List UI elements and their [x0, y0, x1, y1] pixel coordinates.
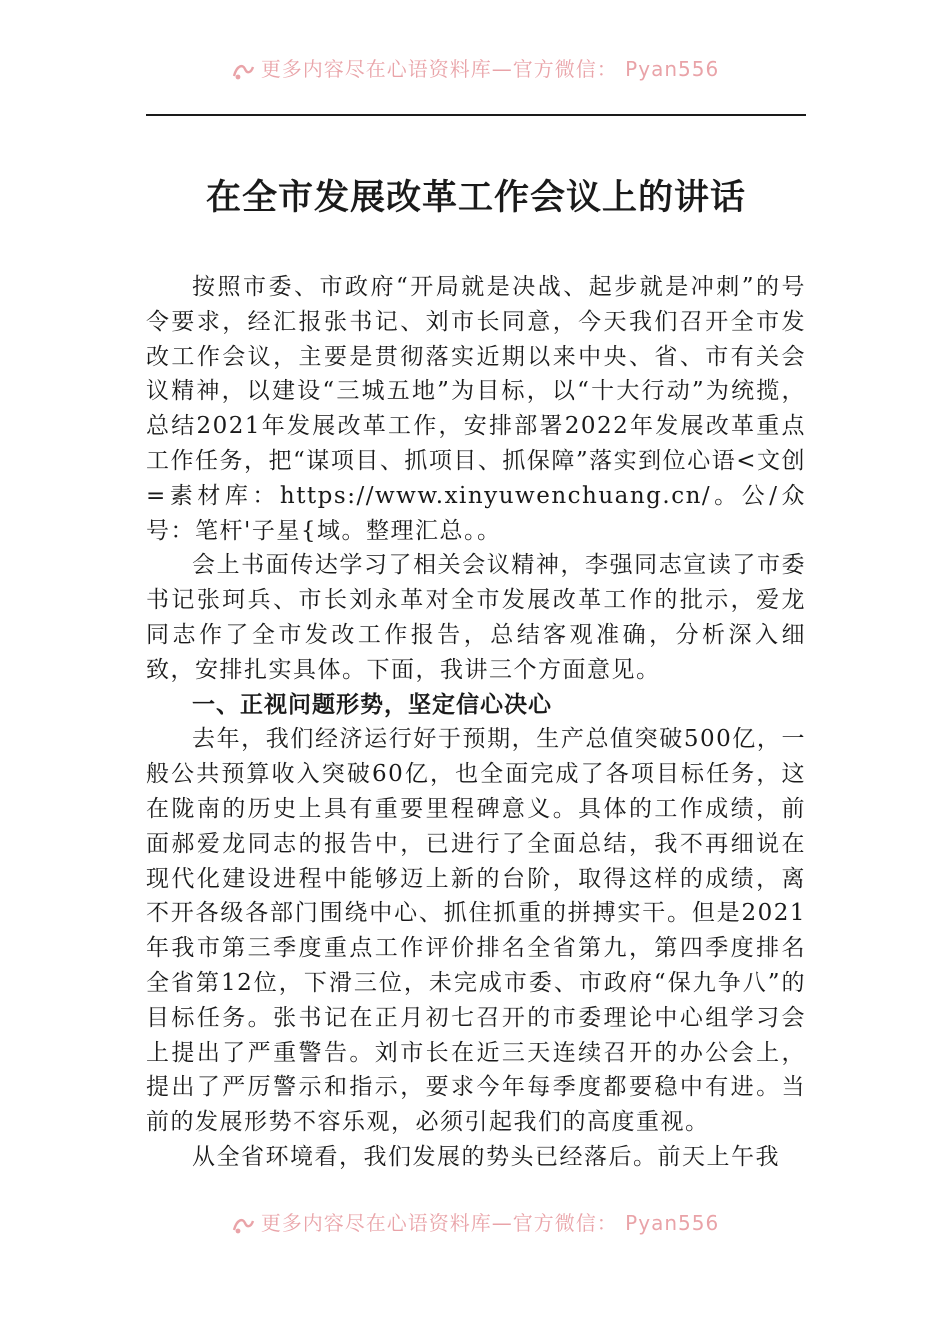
watermark-logo-icon — [231, 1215, 255, 1235]
watermark-text: 更多内容尽在心语资料库—官方微信： Pyan556 — [260, 57, 720, 81]
section-heading: 一、正视问题形势，坚定信心决心 — [192, 691, 552, 718]
section-paragraph: 从全省环境看，我们发展的势头已经落后。前天上午我 — [192, 1143, 780, 1170]
header-divider — [146, 114, 806, 116]
watermark-logo-icon — [231, 61, 255, 81]
document-body — [146, 270, 806, 1175]
section-paragraph: 去年，我们经济运行好于预期，生产总值突破500亿，一般公共预算收入突破60亿，也全面完成了各项目标任务，这在陇南的历史上具有重要里程碑意义。具体的工作成绩，前面郝爱龙同志的报告中，已进行了全面总结，我不再细说在现代化建设进程中能够迈上新的台阶，取得这样的成绩，离不开各级各部门围绕中心、抓住抓重的拼搏实干。但是2021年我市第三季度重点工作评价排名全省第九，第四季度排名全省第12位，下滑三位，未完成市委、市政府“保九争八”的目标任务。张书记在正月初七召开的市委理论中心组学习会上提出了严重警告。刘市长在近三天连续召开的办公会上，提出了严厉警示和指示，要求今年每季度都要稳中有进。当前的发展形势不容乐观，必须引起我们的高度重视。 — [146, 726, 806, 1136]
watermark-text: 更多内容尽在心语资料库—官方微信： Pyan556 — [260, 1211, 720, 1235]
meeting-summary-paragraph: 会上书面传达学习了相关会议精神，李强同志宣读了市委书记张珂兵、市长刘永革对全市发展改革工作的批示，爱龙同志作了全市发改工作报告，总结客观准确，分析深入细致，安排扎实具体。下面，我讲三个方面意见。 — [146, 552, 806, 683]
document-title: 在全市发展改革工作会议上的讲话 — [205, 177, 746, 218]
header-watermark — [0, 56, 950, 82]
intro-paragraph: 按照市委、市政府“开局就是决战、起步就是冲刺”的号令要求，经汇报张书记、刘市长同意，今天我们召开全市发改工作会议，主要是贯彻落实近期以来中央、省、市有关会议精神，以建设“三城五地”为目标，以“十大行动”为统揽，总结2021年发展改革工作，安排部署2022年发展改革重点工作任务，把“谋项目、抓项目、抓保障”落实到位心语<文创=素材库：https://www.xinyuwenchuang.cn/。公/众号：笔杆'子星{域。整理汇总。。 — [146, 274, 806, 544]
footer-watermark — [0, 1210, 950, 1236]
